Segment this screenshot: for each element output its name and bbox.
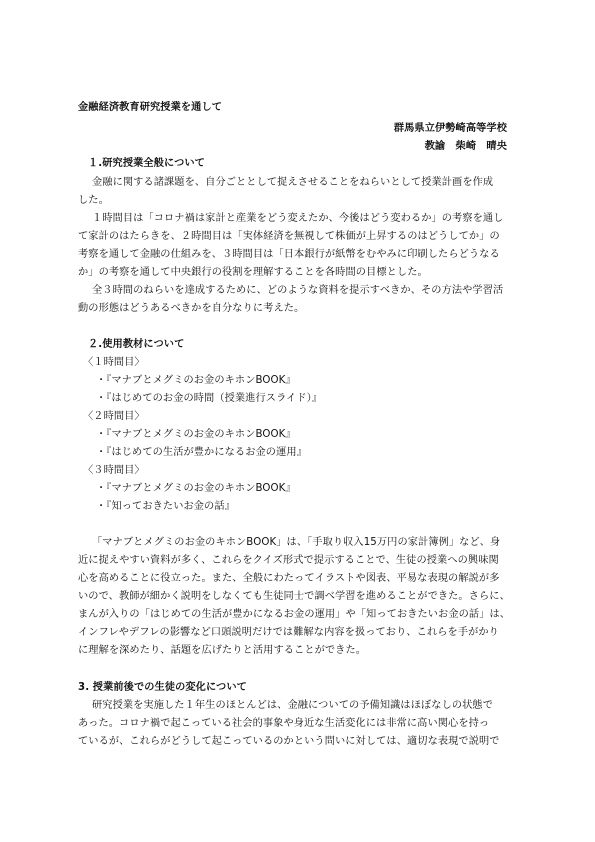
material-item: ・『マナブとメグミのお金のキホンBOOK』 [96, 483, 296, 494]
section2-line: 「マナブとメグミのお金のキホンBOOK」は、「手取り収入15万円の家計簿例」など、身 [92, 537, 501, 548]
material-item: ・『マナブとメグミのお金のキホンBOOK』 [96, 429, 296, 440]
section1-line: １時間目は「コロナ禍は家計と産業をどう変えたか、今後はどう変わるか」の考察を通し [92, 213, 504, 224]
section2-line: に理解を深めたり、話題を広げたりと活用することができた。 [78, 645, 367, 656]
material-group-label: 〈２時間目〉 [83, 411, 145, 422]
section3-line: 研究授業を実施した１年生のほとんどは、金融についての予備知識はほぼなしの状態で [92, 700, 494, 711]
school-name: 群馬県立伊勢崎高等学校 [393, 123, 507, 134]
section3-heading: 3. 授業前後での生徒の変化について [78, 682, 247, 693]
section1-line: 全３時間のねらいを達成するために、どのような資料を提示すべきか、その方法や学習活 [92, 285, 504, 296]
section2-heading: ２.使用教材について [88, 339, 185, 350]
material-item: ・『マナブとメグミのお金のキホンBOOK』 [96, 375, 296, 386]
material-group-label: 〈３時間目〉 [83, 465, 145, 476]
section1-line: 考察を通して金融の仕組みを、３時間目は「日本銀行が紙幣をむやみに印刷したらどうなる [78, 249, 500, 260]
material-item: ・『はじめての生活が豊かになるお金の運用』 [96, 447, 307, 458]
material-item: ・『知っておきたいお金の話』 [96, 501, 235, 512]
material-group-label: 〈１時間目〉 [83, 357, 145, 368]
section2-line: いので、教師が細かく説明をしなくても生徒同士で調べ学習を進めることができた。さらに、 [78, 591, 510, 602]
section1-line: か」の考察を通して中央銀行の役割を理解することを各時間の目標とした。 [78, 267, 428, 278]
section1-line: て家計のはたらきを、２時間目は「実体経済を無視して株価が上昇するのはどうしてか」の [78, 231, 500, 242]
section1-line: した。 [78, 195, 109, 206]
section2-line: 近に捉えやすい資料が多く、これらをクイズ形式で提示することで、生徒の授業への興味関 [78, 555, 499, 566]
material-item: ・『はじめてのお金の時間（授業進行スライド）』 [96, 393, 323, 404]
section1-line: 金融に関する諸課題を、自分ごととして捉えさせることをねらいとして授業計画を作成 [92, 177, 494, 188]
author-name: 教諭 柴崎 晴央 [424, 141, 507, 152]
section1-heading: １.研究授業全般について [88, 158, 205, 169]
document-title: 金融経済教育研究授業を通して [78, 102, 223, 113]
section2-line: インフレやデフレの影響など口頭説明だけでは難解な内容を扱っており、これらを手がかり [78, 627, 499, 638]
section2-line: 心を高めることに役立った。また、全般にわたってイラストや図表、平易な表現の解説が多 [78, 573, 500, 584]
section2-line: まんが入りの「はじめての生活が豊かになるお金の運用」や「知っておきたいお金の話」は、 [78, 609, 511, 620]
section1-line: 動の形態はどうあるべきかを自分なりに考えた。 [78, 303, 305, 314]
section3-line: ているが、これらがどうして起こっているのかという問いに対しては、適切な表現で説明で [78, 736, 500, 747]
section3-line: あった。コロナ禍で起こっている社会的事象や身近な生活変化には非常に高い関心を持っ [78, 718, 490, 729]
